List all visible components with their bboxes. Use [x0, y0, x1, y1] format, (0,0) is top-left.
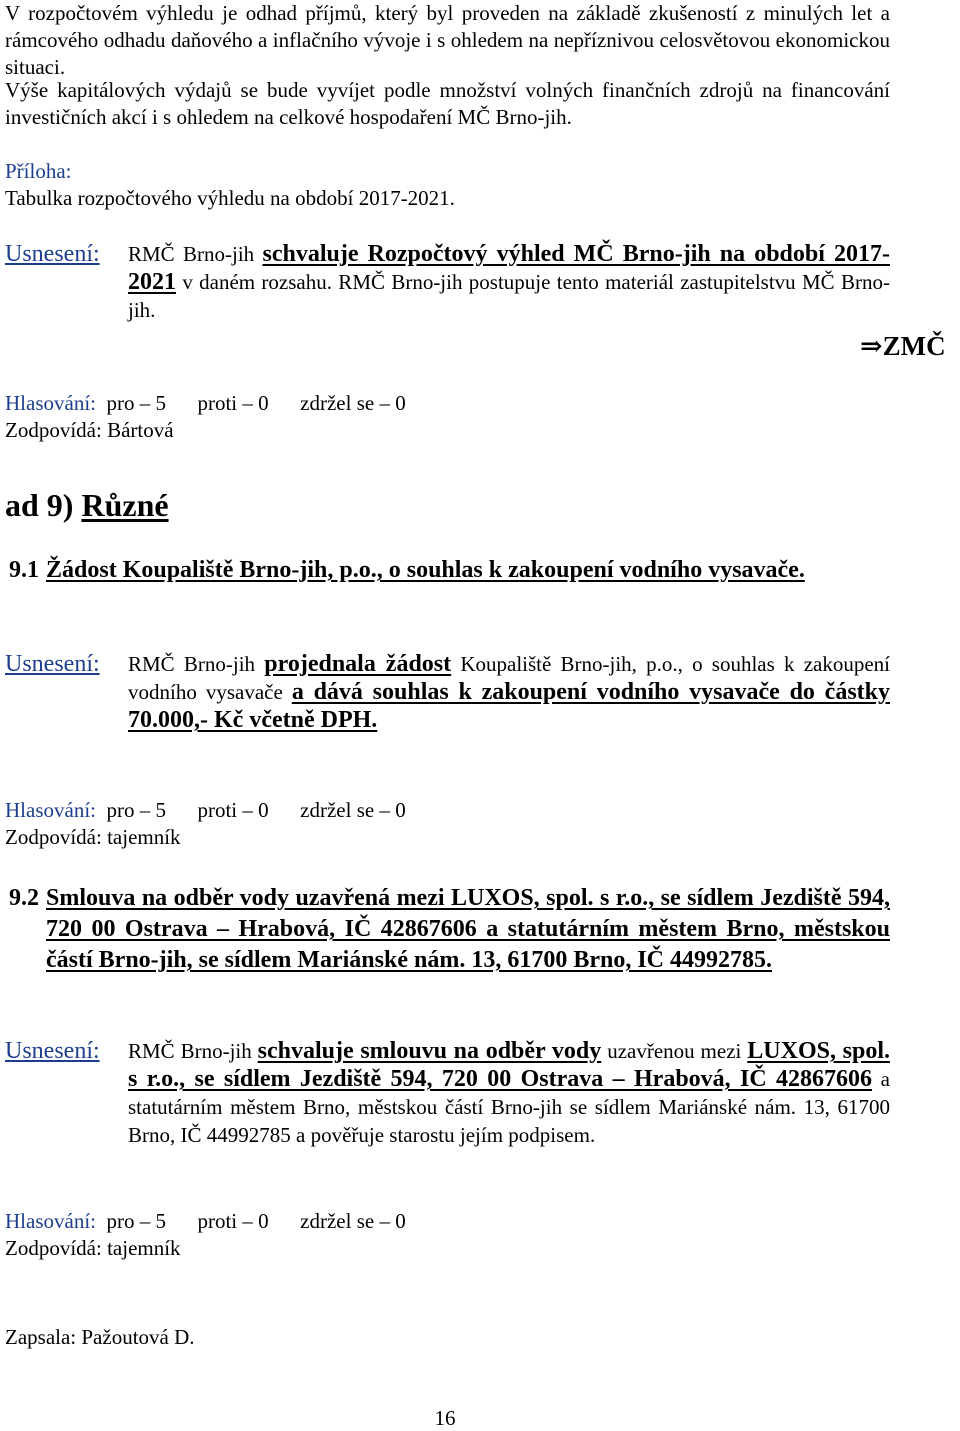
vote-label: Hlasování: — [5, 391, 96, 415]
vote-1 — [5, 390, 406, 417]
vote-zdrzel: zdržel se – 0 — [300, 1209, 406, 1233]
responsible-name: tajemník — [107, 825, 181, 849]
resolution-2 — [5, 650, 890, 734]
item-number: 9.2 — [9, 885, 39, 911]
responsible-name: tajemník — [107, 1236, 181, 1260]
intro-paragraph-2: Výše kapitálových výdajů se bude vyvíjet podle množství volných finančních zdrojů na financování investičních akcí i s ohledem na celkové hospodaření MČ Brno-jih. — [5, 78, 890, 129]
item-9-2 — [5, 883, 890, 976]
item-title: Smlouva na odběr vody uzavřená mezi LUXOS, spol. s r.o., se sídlem Jezdiště 594, 720 00 Ostrava – Hrabová, IČ 42867606 a statutárním městem Brno, městskou částí Brno-jih, se sídlem Mariánské nám. 13, 61700 Brno, IČ 44992785. — [46, 885, 890, 973]
vote-label: Hlasování: — [5, 1209, 96, 1233]
attachment-label-text: Příloha: — [5, 159, 72, 183]
responsible-2 — [5, 824, 181, 851]
recorder: Zapsala: Pažoutová D. — [5, 1325, 195, 1349]
section-prefix: ad 9) — [5, 487, 82, 523]
resolution-3-run-3: uzavřenou mezi — [601, 1039, 748, 1063]
vote-zdrzel: zdržel se – 0 — [300, 391, 406, 415]
forward-label: ZMČ — [882, 331, 946, 361]
resolution-2-run-4: a dává souhlas k zakoupení vodního vysavače do částky 70.000,- Kč včetně DPH. — [128, 679, 890, 733]
vote-pro: pro – 5 — [106, 798, 166, 822]
resolution-3 — [5, 1037, 890, 1149]
resolution-1-run-1: RMČ Brno-jih — [128, 242, 263, 266]
resolution-2-text — [128, 650, 890, 734]
vote-zdrzel: zdržel se – 0 — [300, 798, 406, 822]
item-9-1 — [5, 555, 890, 586]
vote-2 — [5, 797, 406, 824]
resolution-1 — [5, 240, 890, 324]
resolution-3-run-2: schvaluje smlouvu na odběr vody — [257, 1038, 602, 1064]
attachment-label — [5, 158, 890, 185]
section-heading — [5, 485, 169, 525]
resolution-1-run-3: v daném rozsahu. RMČ Brno-jih postupuje tento materiál zastupitelstvu MČ Brno-jih. — [128, 270, 890, 322]
attachment-text: Tabulka rozpočtového výhledu na období 2017-2021. — [5, 186, 455, 210]
vote-label: Hlasování: — [5, 798, 96, 822]
vote-pro: pro – 5 — [106, 1209, 166, 1233]
resolution-3-text — [128, 1037, 890, 1149]
resolution-3-run-4: LUXOS, spol. s r.o., se sídlem Jezdiště 594, 720 00 Ostrava – Hrabová, IČ 42867606 — [128, 1038, 890, 1092]
section-title: Různé — [81, 487, 169, 523]
resolution-1-run-2: schvaluje Rozpočtový výhled MČ Brno-jih na období 2017-2021 — [128, 241, 890, 295]
vote-proti: proti – 0 — [197, 391, 269, 415]
resolution-2-run-1: RMČ Brno-jih — [128, 652, 265, 676]
responsible-1 — [5, 417, 174, 444]
resolution-1-text — [128, 240, 890, 324]
page-number: 16 — [434, 1406, 456, 1430]
responsible-3 — [5, 1235, 181, 1262]
resolution-3-run-1: RMČ Brno-jih — [128, 1039, 258, 1063]
resolution-label: Usnesení: — [5, 241, 100, 267]
responsible-label: Zodpovídá: — [5, 825, 102, 849]
item-number: 9.1 — [9, 557, 39, 583]
item-title: Žádost Koupaliště Brno-jih, p.o., o souhlas k zakoupení vodního vysavače. — [46, 557, 805, 583]
arrow-right-icon: ⇒ — [860, 331, 883, 361]
responsible-name: Bártová — [107, 418, 174, 442]
vote-proti: proti – 0 — [197, 798, 269, 822]
resolution-label: Usnesení: — [5, 651, 100, 677]
responsible-label: Zodpovídá: — [5, 418, 102, 442]
resolution-2-run-2: projednala žádost — [264, 651, 452, 677]
forward-to-zmc — [860, 330, 946, 362]
vote-proti: proti – 0 — [197, 1209, 269, 1233]
resolution-3-run-5: a statutárním městem Brno, městskou částí Brno-jih se sídlem Mariánské nám. 13, 61700 Brno, IČ 44992785 a pověřuje starostu jejím podpisem. — [128, 1067, 890, 1147]
vote-3 — [5, 1208, 406, 1235]
responsible-label: Zodpovídá: — [5, 1236, 102, 1260]
intro-paragraph-1: V rozpočtovém výhledu je odhad příjmů, který byl proveden na základě zkušeností z minulých let a rámcového odhadu daňového a inflačního vývoje i s ohledem na nepříznivou celosvětovou ekonomickou situaci. — [5, 1, 890, 79]
resolution-label: Usnesení: — [5, 1038, 100, 1064]
vote-pro: pro – 5 — [106, 391, 166, 415]
resolution-2-run-3: Koupaliště Brno-jih, p.o., o souhlas k zakoupení vodního vysavače — [128, 652, 890, 704]
